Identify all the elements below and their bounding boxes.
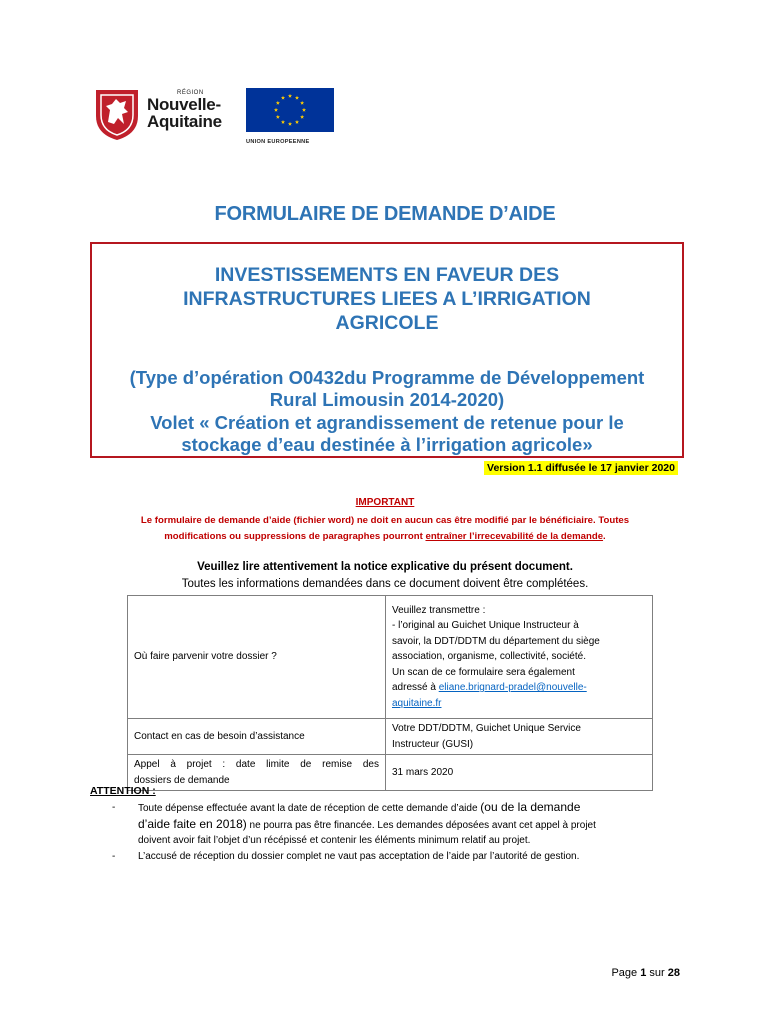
eu-caption: UNION EUROPEENNE [246,139,310,145]
submit-line-4: association, organisme, collectivité, société. [392,651,586,663]
submit-line-6-text: adressé à [392,682,439,694]
eu-logo [246,88,334,145]
bullet-1-text-c: doivent avoir fait l’objet d’un récépissé et contenir les éléments minimum relatif au projet. [138,835,531,846]
submit-line-1: Veuillez transmettre : [392,604,486,616]
warning-line-2-end: . [603,531,606,542]
subtitle-line-2: INFRASTRUCTURES LIEES A L’IRRIGATION [183,288,591,310]
bullet-1-text-b: ne pourra pas être financée. Les demandes déposées avant cet appel à projet [246,819,596,831]
subtitle [90,263,684,335]
volet-line-1: Volet « Création et agrandissement de retenue pour le [150,412,624,433]
deadline-label [128,755,386,791]
bullet-1-text-a: Toute dépense effectuée avant la date de réception de cette demande d’aide [138,803,481,814]
submit-where-value [386,596,653,719]
attention-heading: ATTENTION : [90,785,156,797]
region-small-label: RÉGION [177,90,204,96]
important-heading: IMPORTANT [355,497,415,508]
volet [90,412,684,456]
warning-line-2-start: modifications ou suppressions de paragraphes pourront [164,531,426,542]
volet-line-2: stockage d’eau destinée à l’irrigation agricole» [181,434,593,455]
submit-line-2: - l’original au Guichet Unique Instructeur à [392,620,579,632]
attention-list [112,800,692,864]
version-badge: Version 1.1 diffusée le 17 janvier 2020 [484,461,678,475]
region-name [147,90,222,130]
email-link-part-2[interactable]: aquitaine.fr [392,697,442,709]
logo-area [92,86,332,145]
bullet-1-large-2: d’aide faite en 2018) [138,816,247,831]
operation-type [90,367,684,411]
submit-line-6 [392,680,646,696]
page-title: FORMULAIRE DE DEMANDE D’AIDE [214,203,556,225]
info-table [127,595,653,791]
warning-line-2 [80,529,690,545]
page-word: Page [611,967,641,979]
contact-value [386,719,653,755]
email-link-part-1[interactable]: eliane.brignard-pradel@nouvelle- [438,682,587,694]
region-line-2: Aquitaine [147,112,222,131]
subtitle-line-3: AGRICOLE [335,312,439,334]
deadline-value: 31 mars 2020 [386,755,653,791]
deadline-label-line-1: Appel à projet : date limite de remise des [134,759,379,770]
table-row [128,719,653,755]
table-row [128,596,653,719]
all-info-notice: Toutes les informations demandées dans ce document doivent être complétées. [181,578,589,590]
contact-value-line-1: Votre DDT/DDTM, Guichet Unique Service [392,723,581,734]
contact-value-line-2: Instructeur (GUSI) [392,738,474,750]
bullet-1-large-1: (ou de la demande [480,800,581,814]
subtitle-line-1: INVESTISSEMENTS EN FAVEUR DES [214,264,560,286]
eu-flag-icon [246,88,334,132]
submit-line-3: savoir, la DDT/DDTM du département du siège [392,635,600,647]
operation-type-line-1: (Type d’opération O0432du Programme de Développement [129,367,645,388]
important-warning [80,513,690,545]
page-number [611,967,680,979]
contact-label: Contact en cas de besoin d’assistance [128,719,386,755]
total-pages: 28 [667,967,680,979]
list-item: - L’accusé de réception du dossier complet ne vaut pas acceptation de l’aide par l’autorité de gestion. [112,850,580,862]
bullet-2-text: L’accusé de réception du dossier complet ne vaut pas acceptation de l’aide par l’autorité de gestion. [138,850,580,862]
list-item: - Toute dépense effectuée avant la date de réception de cette demande d’aide (ou de la demande d’aide faite en 2018) ne pourra pas être financée. Les demandes déposées avant cet appel à projet doivent avoir fait l’objet d’un récépissé et contenir les éléments minimum relatif au projet. [112,800,596,846]
deadline-label-line-2: dossiers de demande [134,774,230,786]
region-shield-logo [92,86,142,142]
warning-underlined: entraîner l’irrecevabilité de la demande [425,531,604,542]
read-notice: Veuillez lire attentivement la notice explicative du présent document. [197,561,573,573]
region-line-1: Nouvelle- [147,95,221,114]
submit-line-5: Un scan de ce formulaire sera également [392,666,575,678]
of-word: sur [646,967,668,979]
table-row [128,755,653,791]
submit-where-label: Où faire parvenir votre dossier ? [128,596,386,719]
operation-type-line-2: Rural Limousin 2014-2020) [269,389,505,410]
current-page: 1 [640,967,647,979]
warning-line-1: Le formulaire de demande d’aide (fichier word) ne doit en aucun cas être modifié par le bénéficiaire. Toutes [140,515,630,526]
